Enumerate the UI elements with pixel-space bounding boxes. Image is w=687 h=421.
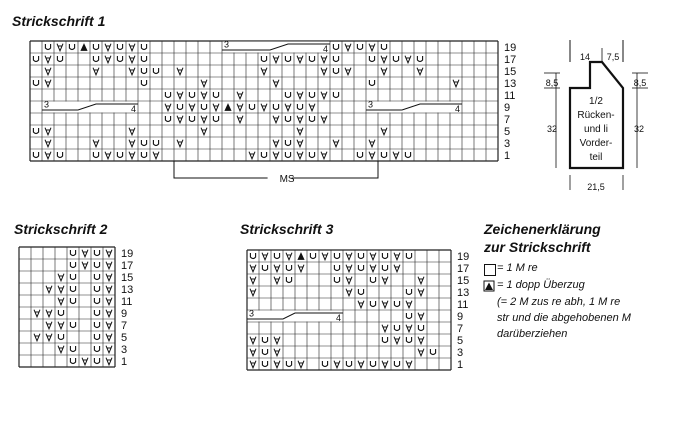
chart3-row-number: 19 (457, 251, 470, 263)
chart2-row-number: 9 (121, 308, 128, 320)
chart1-cable-b-cable-end: 4 (131, 104, 137, 114)
chart3-row-number: 15 (457, 275, 470, 287)
chart1-row-number: 1 (504, 150, 511, 162)
legend-item-1-text: = 1 M re (497, 262, 538, 274)
chart1-row-number: 11 (504, 90, 516, 102)
chart2-row-number: 13 (121, 284, 134, 296)
schematic-bottom: 21,5 (587, 182, 605, 192)
chart1-cable-a-cable-start: 3 (224, 39, 230, 50)
chart3-cable-cable-end: 4 (336, 313, 342, 323)
chart1-row-number: 15 (504, 66, 517, 78)
chart3-title: Strickschrift 3 (240, 221, 334, 237)
chart2-row-number: 7 (121, 320, 128, 332)
chart1-row-number: 9 (504, 102, 511, 114)
chart2-title: Strickschrift 2 (14, 221, 108, 237)
chart3-row-number: 5 (457, 335, 464, 347)
chart3-row-number: 1 (457, 359, 464, 371)
schematic-top-left: 14 (579, 52, 591, 62)
schematic-left-side: 32 (546, 124, 558, 134)
chart3-row-number: 3 (457, 347, 464, 359)
chart3-row-number: 7 (457, 323, 464, 335)
schematic-right-side: 32 (633, 124, 645, 134)
schematic-label-2: Rücken- (577, 110, 615, 121)
chart3-row-number: 17 (457, 263, 470, 275)
schematic-label-1: 1/2 (589, 96, 603, 107)
legend-note-2: str und die abgehobenen M (497, 312, 631, 324)
chart2-row-number: 11 (121, 296, 133, 308)
chart2-row-number: 17 (121, 260, 134, 272)
chart2-row-number: 5 (121, 332, 128, 344)
chart1-row-number: 5 (504, 126, 511, 138)
chart3-cable-cable-start: 3 (249, 308, 255, 319)
chart1-cable-b-cable-start: 3 (44, 99, 50, 110)
legend-heading-1: Zeichenerklärung (484, 221, 601, 237)
chart1-row-number: 17 (504, 54, 517, 66)
chart1-title: Strickschrift 1 (12, 13, 106, 29)
chart1-cable-c-cable-end: 4 (455, 104, 461, 114)
schematic-left-top: 8,5 (545, 78, 559, 88)
legend-note-1: (= 2 M zus re abh, 1 M re (497, 296, 621, 308)
chart1-cable-a-cable-end: 4 (323, 44, 329, 54)
chart1-row-number: 3 (504, 138, 511, 150)
legend-heading-2: zur Strickschrift (484, 239, 591, 255)
chart1-row-number: 13 (504, 78, 517, 90)
legend-item-2-text: = 1 dopp Überzug (497, 279, 585, 291)
chart2-row-number: 19 (121, 248, 134, 260)
legend-note-3: darüberziehen (497, 328, 568, 340)
chart1-row-number: 19 (504, 42, 517, 54)
chart3-row-number: 11 (457, 299, 469, 311)
chart3-row-number: 13 (457, 287, 470, 299)
chart2-row-number: 15 (121, 272, 134, 284)
schematic-label-3: und li (584, 124, 608, 135)
chart2-row-number: 3 (121, 344, 128, 356)
schematic-label-4: Vorder- (579, 138, 613, 149)
chart1-ms-label: MS (279, 174, 295, 185)
schematic-top-right: 7,5 (606, 52, 620, 62)
chart1-row-number: 7 (504, 114, 511, 126)
chart2-row-number: 1 (121, 356, 128, 368)
schematic-right-top: 8,5 (633, 78, 647, 88)
chart3-row-number: 9 (457, 311, 464, 323)
schematic-label-5: teil (589, 152, 603, 163)
chart1-cable-c-cable-start: 3 (368, 99, 374, 110)
